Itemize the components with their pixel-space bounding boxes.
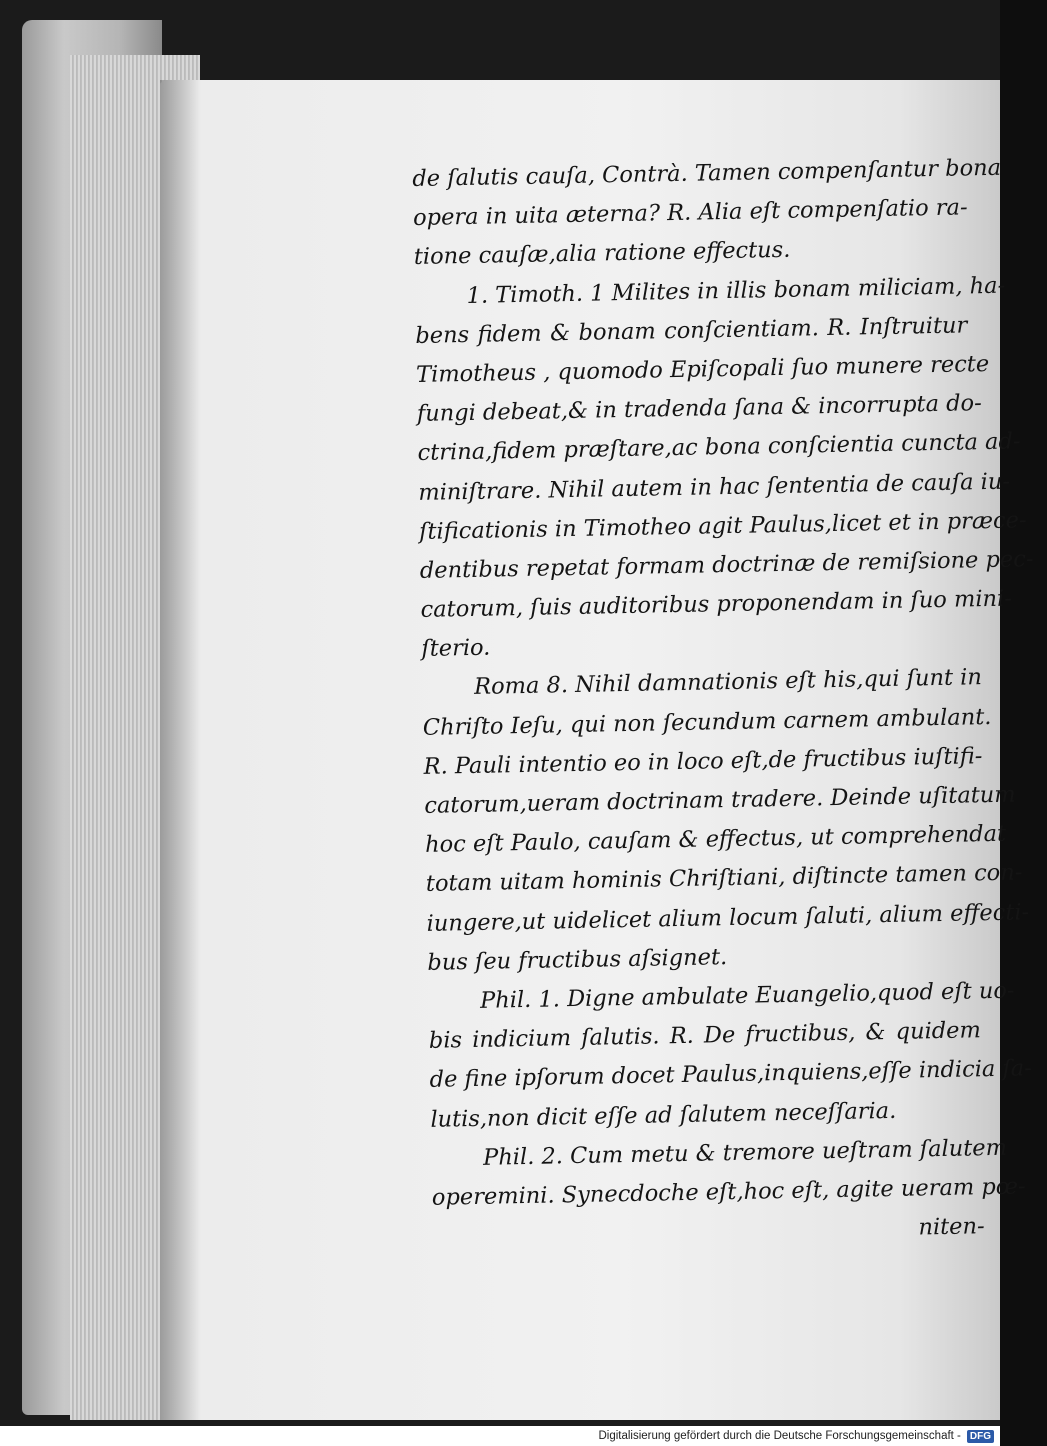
text-line: iungere,ut uidelicet alium locum ſaluti, alium effecti-	[426, 898, 1030, 937]
text-line: Timotheus , quomodo Epiſcopali ſuo munere recte	[415, 350, 990, 388]
catchword: niten-	[918, 1213, 985, 1241]
text-line: operemini. Synecdoche eſt,hoc eſt, agite ueram pœ-	[431, 1173, 1026, 1211]
text-line: tione cauſæ,alia ratione effectus.	[413, 237, 791, 271]
text-line: opera in uita æterna? R. Alia eſt compenſatio ra-	[412, 194, 968, 232]
page-text	[412, 149, 1034, 1257]
text-line: bus ſeu fructibus aſsignet.	[427, 943, 728, 976]
text-line: Roma 8. Nihil damnationis eſt his,qui ſunt in	[473, 664, 983, 701]
spine-shadow	[160, 80, 200, 1420]
text-line: bis indicium ſalutis. R. De fructibus, & quidem	[428, 1017, 982, 1054]
text-line: ſterio.	[421, 634, 491, 663]
text-line: Chriſto Ieſu, qui non ſecundum carnem ambulant.	[422, 703, 992, 741]
text-line: fungi debeat,& in tradenda ſana & incorrupta do-	[416, 390, 982, 428]
text-line: catorum,ueram doctrinam tradere. Deinde uſitatum	[424, 781, 1016, 819]
text-line: de ſalutis cauſa, Contrà. Tamen compenſantur bona	[412, 154, 1002, 192]
text-line: ctrina,fidem præſtare,ac bona conſcientia cuncta ad-	[417, 428, 1021, 467]
text-line: de fine ipſorum docet Paulus,inquiens,eſſe indicia ſa-	[429, 1055, 1033, 1094]
text-line: ſtificationis in Timotheo agit Paulus,licet et in præce-	[418, 506, 1027, 545]
dfg-logo: DFG	[967, 1430, 994, 1443]
text-line: lutis,non dicit eſſe ad ſalutem neceſſaria.	[430, 1097, 897, 1133]
footer-bar	[0, 1426, 1000, 1446]
text-line: hoc eſt Paulo, cauſam & effectus, ut comprehendat	[424, 820, 1007, 859]
text-line: totam uitam hominis Chriſtiani, diſtincte tamen con-	[425, 859, 1023, 898]
text-line: dentibus repetat formam doctrinæ de remiſsione pec-	[419, 546, 1034, 584]
text-line: catorum, ſuis auditoribus proponendam in ſuo mini-	[420, 585, 1013, 623]
text-line: miniſtrare. Nihil autem in hac ſententia de cauſa iu-	[418, 468, 1011, 506]
text-line: R. Pauli intentio eo in loco eſt,de fructibus iuſtifi-	[423, 742, 983, 780]
text-line: bens fidem & bonam conſcientiam. R. Inſtruitur	[415, 312, 968, 349]
text-line: Phil. 2. Cum metu & tremore ueſtram ſalutem	[482, 1134, 1008, 1171]
text-line: 1. Timoth. 1 Milites in illis bonam miliciam, ha-	[466, 272, 1006, 309]
footer-credit: Digitalisierung gefördert durch die Deutsche Forschungsgemeinschaft -	[598, 1430, 961, 1442]
text-line: Phil. 1. Digne ambulate Euangelio,quod eſt uo-	[479, 977, 1015, 1014]
